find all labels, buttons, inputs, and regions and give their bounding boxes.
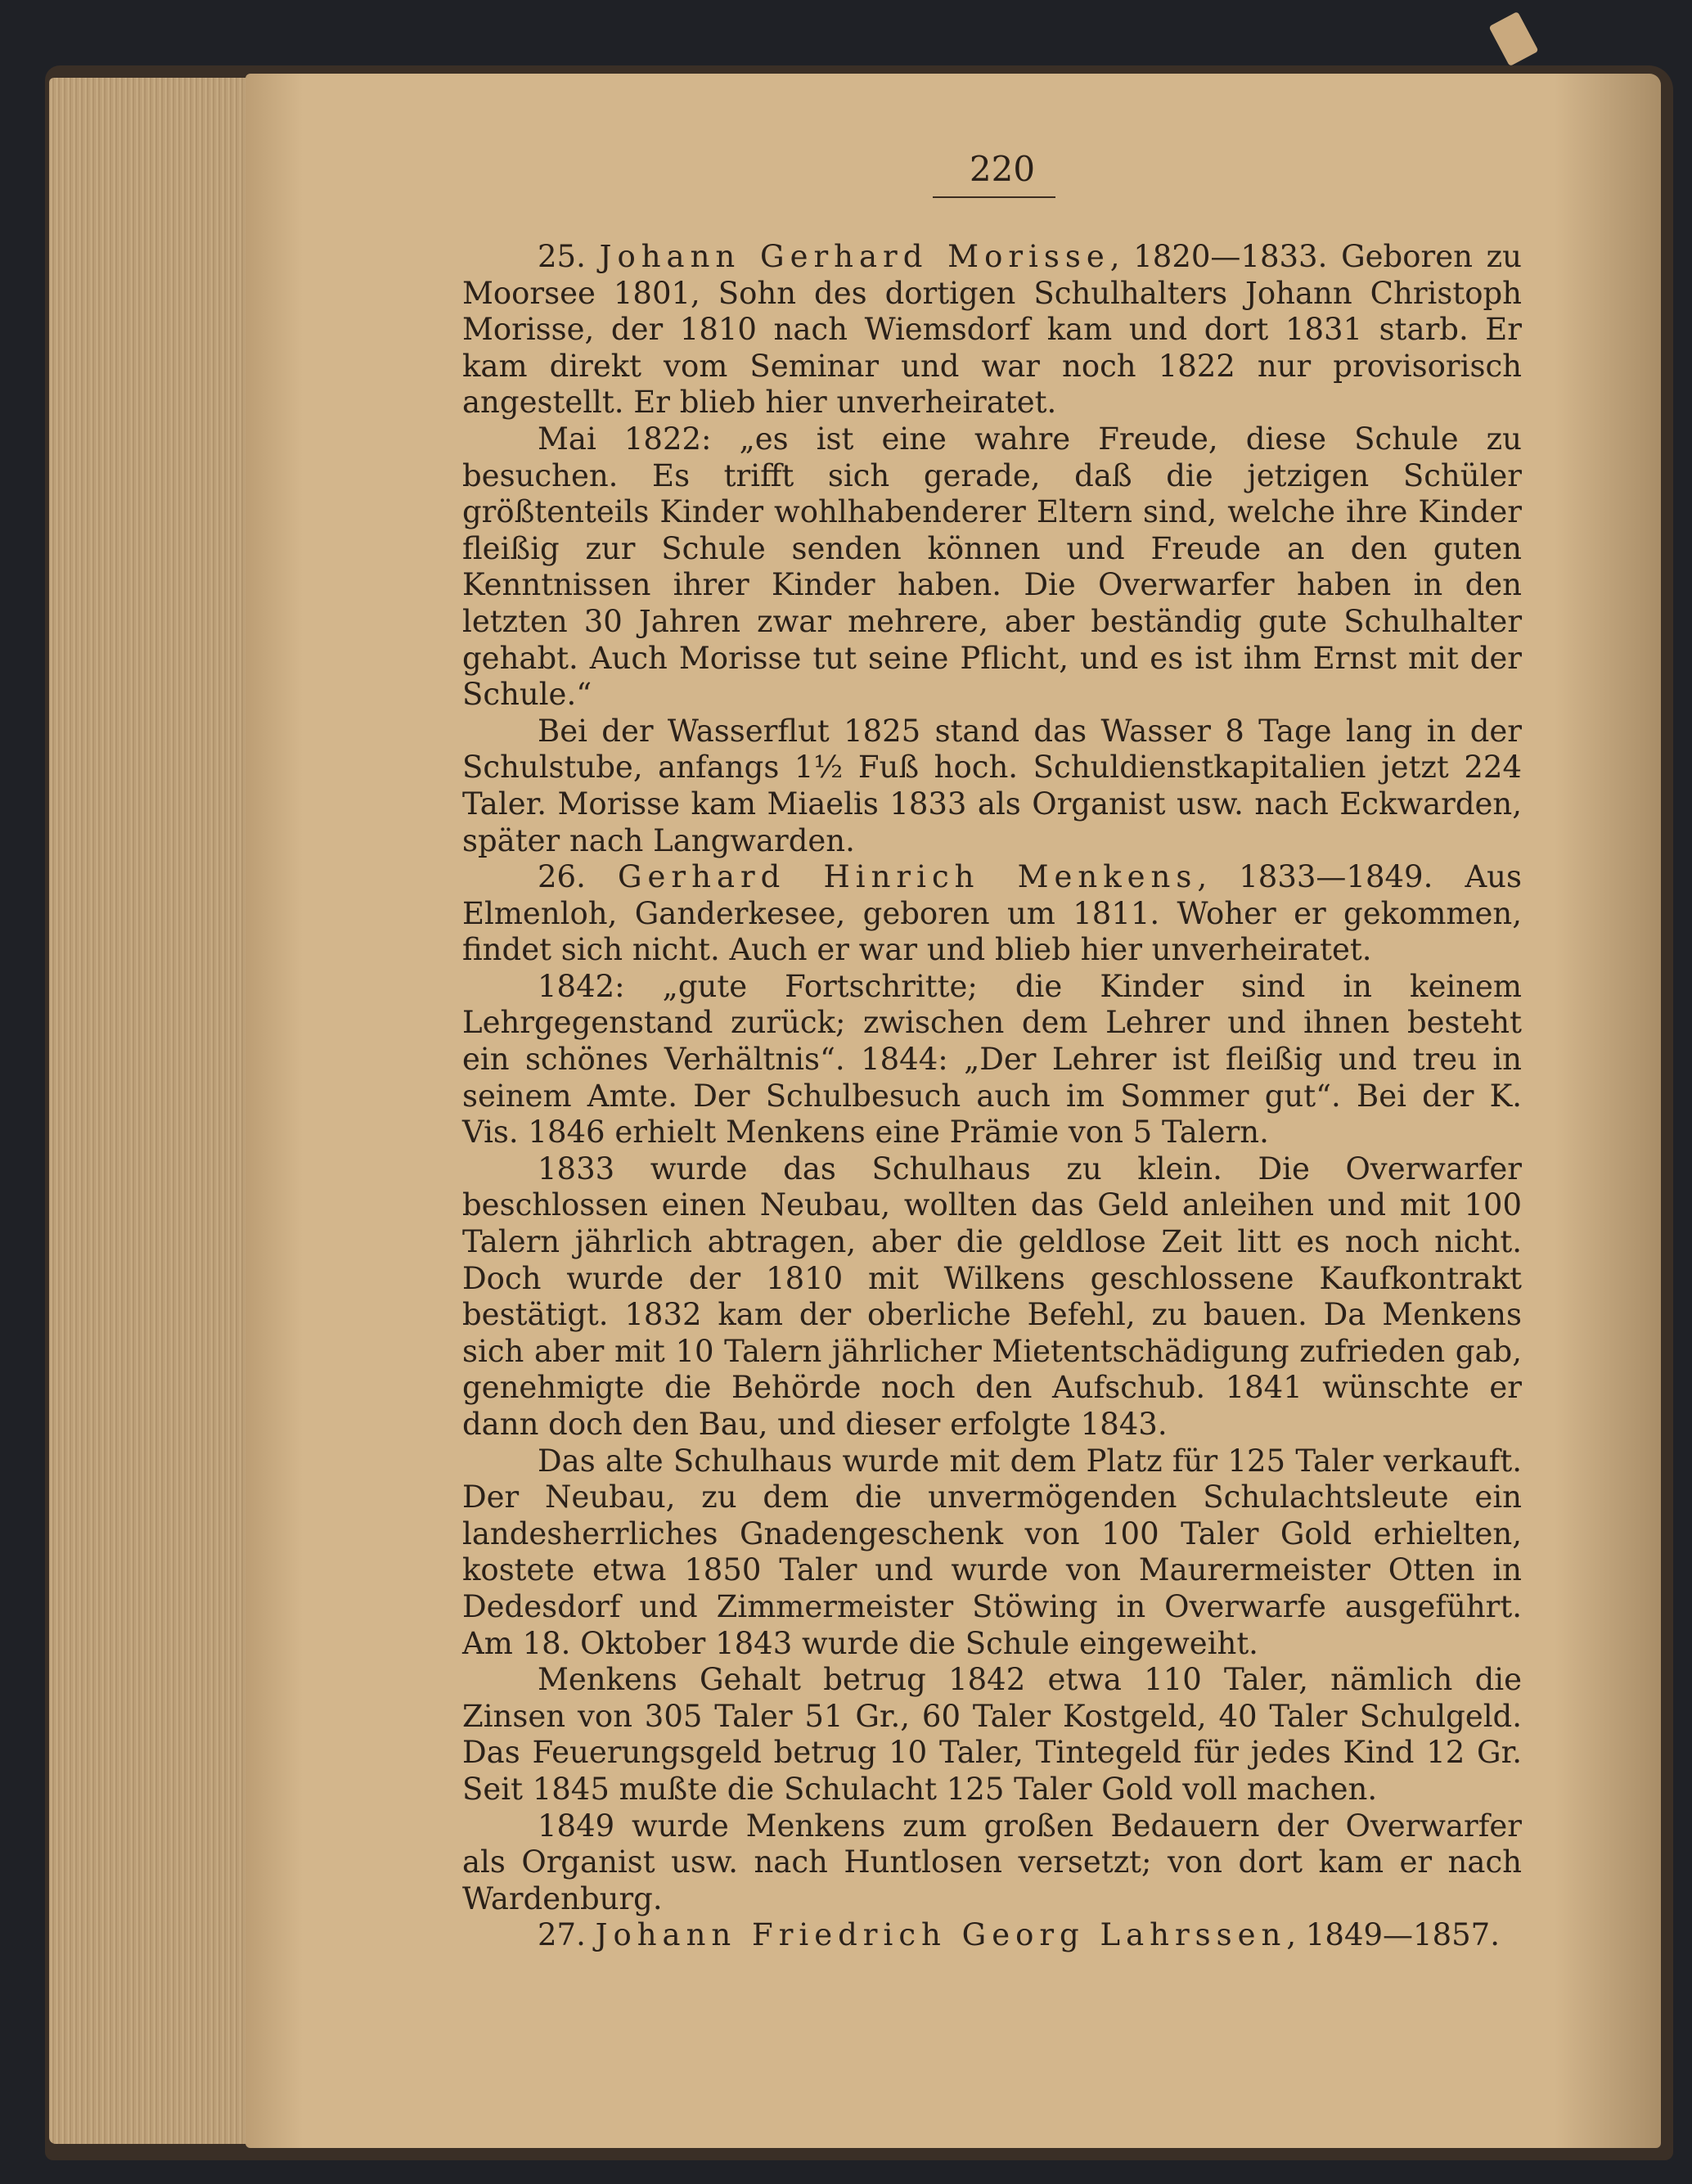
page-number: 220: [969, 149, 1036, 189]
paragraph: 1842: „gute Fortschritte; die Kinder sind in keinem Lehrgegenstand zurück; zwischen dem Lehrer und ihnen besteht ein schönes Verhältnis“. 1844: „Der Lehrer ist fleißig und treu in seinem Amte. Der Schulbesuch auch im Sommer gut“. Bei der K. Vis. 1846 erhielt Menkens eine Prämie von 5 Talern.: [462, 968, 1522, 1151]
paragraph: Mai 1822: „es ist eine wahre Freude, diese Schule zu besuchen. Es trifft sich gerade, daß die jetzigen Schüler größtenteils Kinder wohlhabenderer Eltern sind, welche ihre Kinder fleißig zur Schule senden können und Freude an den guten Kenntnissen ihrer Kinder haben. Die Overwarfer haben in den letzten 30 Jahren zwar mehrere, aber beständig gute Schulhalter gehabt. Auch Morisse tut seine Pflicht, und es ist ihm Ernst mit der Schule.“: [462, 421, 1522, 713]
paragraph: 25. Johann Gerhard Morisse, 1820—1833. Geboren zu Moorsee 1801, Sohn des dortigen Schulhalters Johann Christoph Morisse, der 1810 nach Wiemsdorf kam und dort 1831 starb. Er kam direkt vom Seminar und war noch 1822 nur provisorisch angestellt. Er blieb hier unverheiratet.: [462, 239, 1522, 421]
paragraph: 26. Gerhard Hinrich Menkens, 1833—1849. Aus Elmenloh, Ganderkesee, geboren um 1811. Woher er gekommen, findet sich nicht. Auch er war und blieb hier unverheiratet.: [462, 859, 1522, 968]
paragraph: Bei der Wasserflut 1825 stand das Wasser 8 Tage lang in der Schulstube, anfangs 1½ Fuß hoch. Schuldienstkapitalien jetzt 224 Taler. Morisse kam Miaelis 1833 als Organist usw. nach Eckwarden, später nach Langwarden.: [462, 713, 1522, 858]
paragraph: 1849 wurde Menkens zum großen Bedauern der Overwarfer als Organist usw. nach Huntlosen versetzt; von dort kam er nach Wardenburg.: [462, 1808, 1522, 1916]
paragraph: 27. Johann Friedrich Georg Lahrssen, 1849—1857.: [538, 1917, 1500, 1953]
paragraph: 1833 wurde das Schulhaus zu klein. Die Overwarfer beschlossen einen Neubau, wollten das Geld anleihen und mit 100 Talern jährlich abtragen, aber die geldlose Zeit litt es noch nicht. Doch wurde der 1810 mit Wilkens geschlossene Kaufkontrakt bestätigt. 1832 kam der oberliche Befehl, zu bauen. Da Menkens sich aber mit 10 Talern jährlicher Mietentschädigung zufrieden gab, genehmigte die Behörde noch den Aufschub. 1841 wünschte er dann doch den Bau, und dieser erfolgte 1843.: [462, 1151, 1522, 1442]
header-rule: [933, 196, 1055, 198]
page-corner: [1488, 11, 1538, 66]
paragraph: Das alte Schulhaus wurde mit dem Platz für 125 Taler verkauft. Der Neubau, zu dem die unvermögenden Schulachtsleute ein landesherrliches Gnadengeschenk von 100 Taler Gold erhielten, kostete etwa 1850 Taler und wurde von Maurermeister Otten in Dedesdorf und Zimmermeister Stöwing in Overwarfe ausgeführt. Am 18. Oktober 1843 wurde die Schule eingeweiht.: [462, 1443, 1522, 1661]
body-text: [462, 239, 1522, 1954]
paragraph: Menkens Gehalt betrug 1842 etwa 110 Taler, nämlich die Zinsen von 305 Taler 51 Gr., 60 Taler Kostgeld, 40 Taler Schulgeld. Das Feuerungsgeld betrug 10 Taler, Tintegeld für jedes Kind 12 Gr. Seit 1845 mußte die Schulacht 125 Taler Gold voll machen.: [462, 1662, 1522, 1807]
page-edges: [49, 78, 254, 2144]
